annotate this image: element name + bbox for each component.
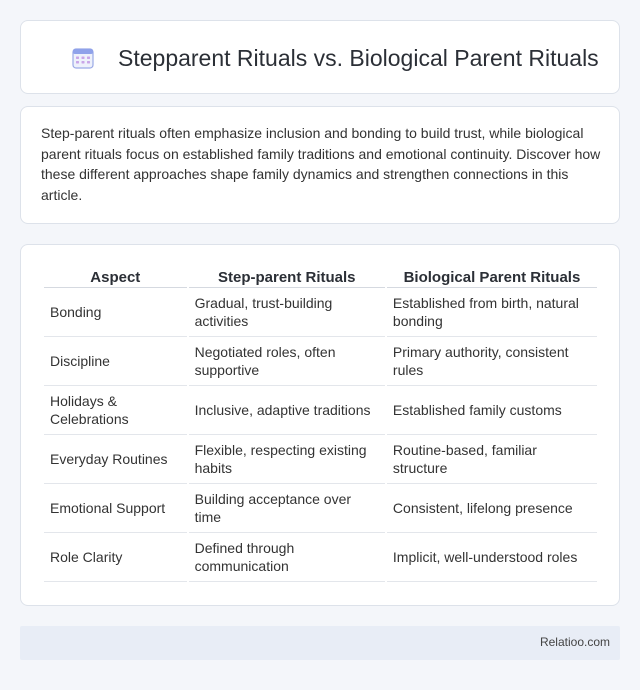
calendar-icon <box>71 46 95 70</box>
table-row <box>44 337 597 386</box>
table-header-row <box>44 265 597 288</box>
table-cell: Role Clarity <box>44 533 187 582</box>
column-header-step-parent: Step-parent Rituals <box>189 265 385 288</box>
page-title: Stepparent Rituals vs. Biological Parent Rituals <box>118 45 599 71</box>
title-card <box>20 20 620 94</box>
table-cell: Bonding <box>44 288 187 337</box>
table-cell: Implicit, well-understood roles <box>387 533 597 582</box>
table-cell: Routine-based, familiar structure <box>387 435 597 484</box>
intro-card <box>20 106 620 224</box>
table-row <box>44 533 597 582</box>
table-cell: Consistent, lifelong presence <box>387 484 597 533</box>
table-cell: Gradual, trust-building activities <box>189 288 385 337</box>
table-row <box>44 386 597 435</box>
table-row <box>44 484 597 533</box>
table-row <box>44 435 597 484</box>
table-cell: Building acceptance over time <box>189 484 385 533</box>
footer-site-link[interactable]: Relatioo.com <box>539 635 610 649</box>
column-header-biological: Biological Parent Rituals <box>387 265 597 288</box>
table-cell: Defined through communication <box>189 533 385 582</box>
table-cell: Primary authority, consistent rules <box>387 337 597 386</box>
table-cell: Negotiated roles, often supportive <box>189 337 385 386</box>
table-cell: Emotional Support <box>44 484 187 533</box>
footer-bar <box>20 626 620 660</box>
table-cell: Flexible, respecting existing habits <box>189 435 385 484</box>
table-cell: Established family customs <box>387 386 597 435</box>
table-cell: Holidays & Celebrations <box>44 386 187 435</box>
table-card <box>20 244 620 606</box>
table-cell: Established from birth, natural bonding <box>387 288 597 337</box>
table-row <box>44 288 597 337</box>
intro-paragraph: Step-parent rituals often emphasize inclusion and bonding to build trust, while biological parent rituals focus on established family traditions and emotional continuity. Discover how these different approaches shape family dynamics and strengthen connections in this article. <box>41 125 601 203</box>
table-cell: Everyday Routines <box>44 435 187 484</box>
column-header-aspect: Aspect <box>44 265 187 288</box>
comparison-table <box>42 265 599 582</box>
table-cell: Discipline <box>44 337 187 386</box>
table-cell: Inclusive, adaptive traditions <box>189 386 385 435</box>
